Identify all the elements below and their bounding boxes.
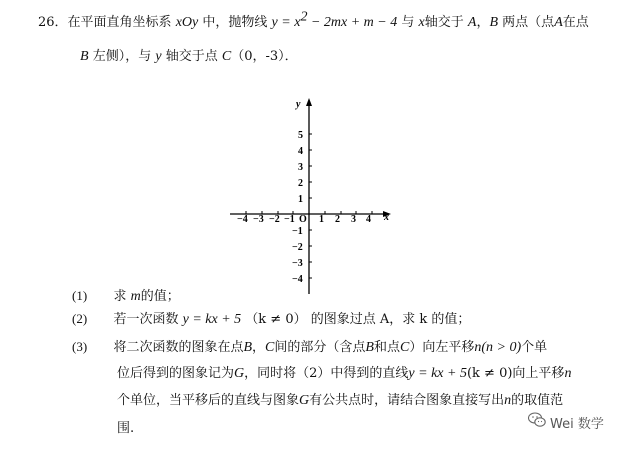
- math: = x: [277, 15, 301, 30]
- text: 的图象过点 A，求 k 的值；: [310, 312, 471, 327]
- wechat-icon: [528, 412, 546, 432]
- text: 的取值范: [511, 393, 564, 408]
- text: ，: [252, 340, 266, 355]
- text: 向上平移: [512, 366, 565, 381]
- x-tick-label: 1: [319, 214, 324, 225]
- text: 将二次函数的图象在点: [113, 340, 244, 355]
- question-3-line-3: [117, 392, 563, 410]
- problem-number: 26．: [38, 15, 68, 30]
- text: 中，抛物线: [202, 15, 268, 30]
- question-3-line-4: [117, 420, 134, 438]
- math: y: [155, 49, 162, 64]
- text: 个单: [521, 340, 548, 355]
- y-axis-label: y: [296, 99, 301, 110]
- text: 有公共点时，请结合图象直接写出: [309, 393, 505, 408]
- math: B: [365, 340, 374, 355]
- question-number: (3): [72, 339, 88, 354]
- text: 的值；: [140, 289, 180, 304]
- math: n: [564, 366, 572, 381]
- text: 在点: [562, 15, 589, 30]
- math: A: [467, 15, 477, 30]
- y-tick-label: −2: [292, 242, 303, 253]
- text: 位后得到的图象记为: [117, 366, 235, 381]
- text: ）向左平移: [409, 340, 475, 355]
- question-number: (1): [72, 288, 88, 303]
- math: B: [243, 340, 253, 355]
- text: 两点（点: [502, 15, 555, 30]
- math: y = kx + 5: [408, 366, 467, 381]
- math: n(n > 0): [474, 340, 522, 355]
- text: （k ≠ 0）: [245, 312, 307, 327]
- text: （0，-3）．: [231, 49, 298, 64]
- text: 个单位，当平移后的直线与图象: [117, 393, 300, 408]
- problem-line-2: [80, 48, 298, 66]
- watermark-text: Wei 数学: [550, 416, 604, 432]
- text: 左侧），与: [92, 49, 152, 64]
- text: 和点: [373, 340, 400, 355]
- math: A: [554, 15, 563, 30]
- y-tick-label: 1: [298, 194, 303, 205]
- question-number: (2): [72, 311, 88, 326]
- question-1: [72, 287, 180, 306]
- math: B: [80, 49, 89, 64]
- y-tick-label: −3: [292, 258, 303, 269]
- y-tick-label: 2: [298, 178, 303, 189]
- text: 围.: [117, 421, 135, 436]
- x-tick-label: −2: [269, 214, 280, 225]
- x-axis-label: x: [384, 212, 389, 223]
- x-tick-label: 4: [366, 214, 371, 225]
- y-tick-label: 5: [298, 130, 303, 141]
- text: 轴交于: [424, 15, 464, 30]
- math: x: [418, 15, 425, 30]
- text: 在平面直角坐标系: [67, 15, 172, 30]
- y-axis-arrow: [306, 98, 312, 106]
- text: 轴交于点: [165, 49, 218, 64]
- text: 间的部分（含点: [274, 340, 366, 355]
- y-tick-label: −4: [292, 274, 303, 285]
- question-3-line-1: [72, 338, 547, 357]
- x-tick-label: −4: [237, 214, 248, 225]
- text: 求: [113, 289, 127, 304]
- math: y = kx + 5: [182, 312, 242, 327]
- watermark: [528, 412, 604, 432]
- x-tick-label: −1: [284, 214, 295, 225]
- math: y: [271, 15, 278, 30]
- math: m: [130, 289, 141, 304]
- math: xOy: [175, 15, 199, 30]
- coordinate-axes: [226, 98, 396, 296]
- x-tick-label: 3: [351, 214, 356, 225]
- math: n: [504, 393, 512, 408]
- math: 2: [300, 9, 308, 25]
- math: − 2mx + m − 4: [307, 15, 398, 30]
- y-tick-label: −1: [292, 226, 303, 237]
- text: 与: [401, 15, 415, 30]
- math: G: [299, 393, 310, 408]
- x-tick-label: 2: [335, 214, 340, 225]
- y-tick-label: 3: [298, 162, 303, 173]
- text: (k ≠ 0): [466, 366, 513, 381]
- y-tick-label: 4: [298, 146, 303, 157]
- math: G: [234, 366, 245, 381]
- math: C: [399, 340, 410, 355]
- math: C: [265, 340, 275, 355]
- text: ，同时将（2）中得到的直线: [244, 366, 409, 381]
- text: ，: [476, 15, 490, 30]
- math: B: [489, 15, 499, 30]
- origin-label: O: [299, 214, 307, 225]
- problem-line-1: [38, 9, 589, 32]
- math: C: [221, 49, 232, 64]
- text: 若一次函数: [113, 312, 179, 327]
- x-tick-label: −3: [253, 214, 264, 225]
- question-3-line-2: [117, 365, 571, 383]
- question-2: [72, 310, 470, 329]
